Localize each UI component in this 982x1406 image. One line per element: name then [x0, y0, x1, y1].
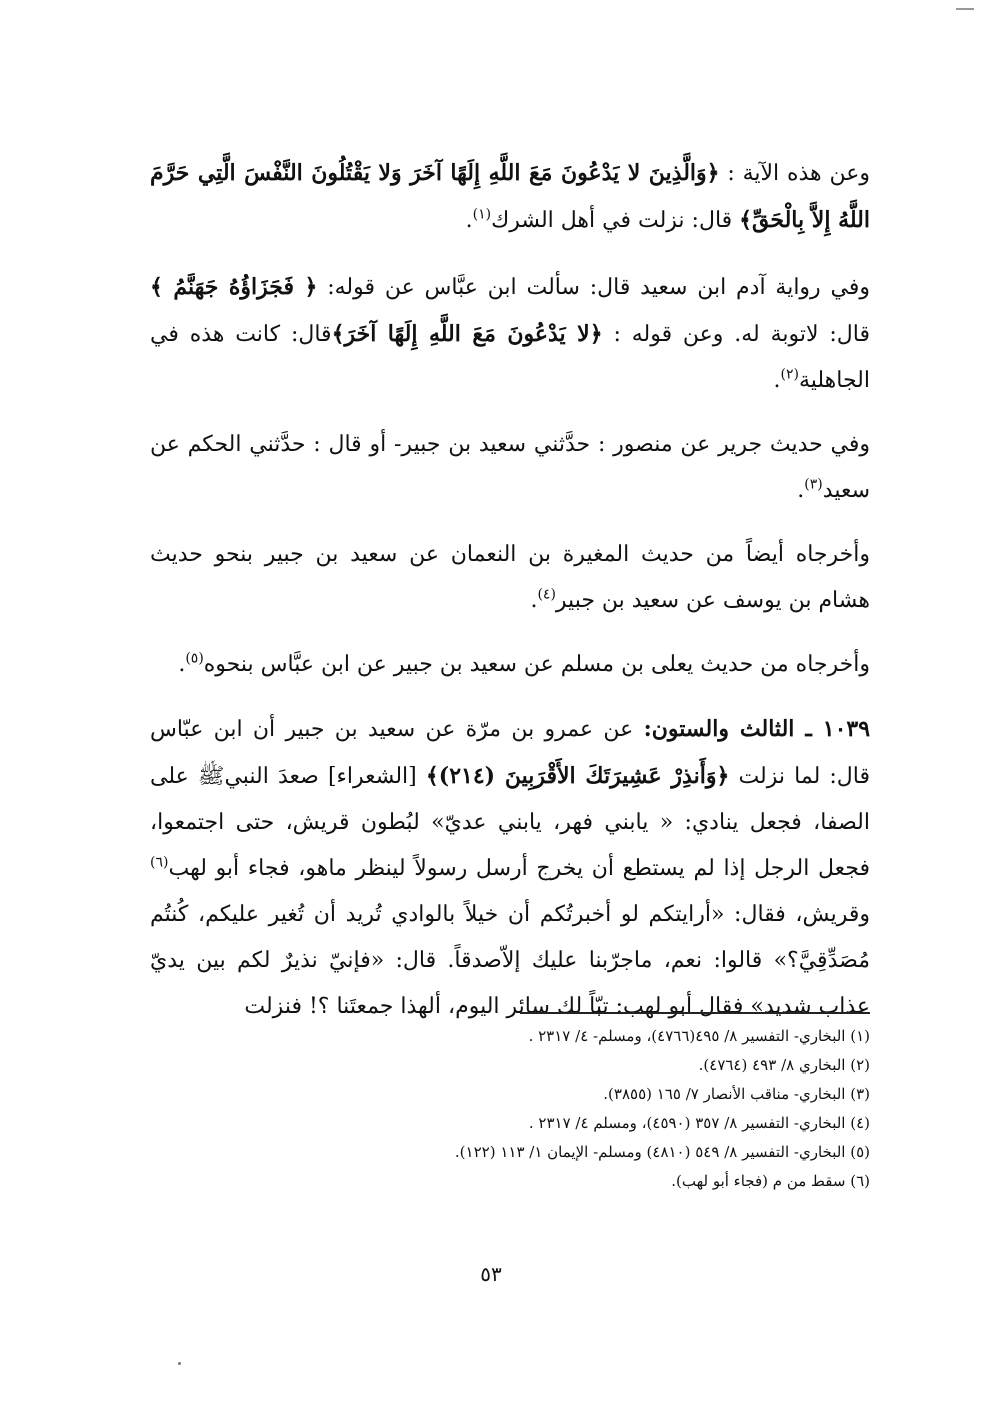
text-run: وأخرجاه أيضاً من حديث المغيرة بن النعمان عن سعيد بن جبير بنحو حديث هشام بن يوسف عن سعيد بن جبير [150, 542, 870, 613]
footnote-2: (٢) البخاري ٨/ ٤٩٣ (٤٧٦٤). [698, 1056, 870, 1074]
paragraph-5 [150, 642, 870, 688]
quran-quote: ﴿لا يَدْعُونَ مَعَ اللَّهِ إِلَهًا آخَرَ﴾ [331, 321, 603, 347]
text-run: قال: كانت هذه في الجاهلية [150, 322, 870, 393]
text-run: . [465, 208, 473, 233]
text-run: وفي رواية آدم ابن سعيد قال: سألت ابن عبَّاس عن قوله: [317, 275, 870, 300]
text-run: عن عمرو بن مرّة عن سعيد بن جبير أن ابن عبّاس قال: لما نزلت [150, 717, 870, 789]
text-run: قال: نزلت في أهل الشرك [491, 208, 740, 233]
footnotes [300, 1022, 870, 1196]
footnote-ref: (٣) [804, 476, 823, 493]
paragraph-1 [150, 150, 870, 244]
footnote-6: (٦) سقط من م (فجاء أبو لهب). [671, 1172, 870, 1190]
text-run: وفي حديث جرير عن منصور : حدَّثني سعيد بن جبير- أو قال : حدَّثني الحكم عن سعيد [150, 432, 870, 503]
footnote-ref: (١) [472, 206, 492, 223]
text-run: . [178, 652, 186, 677]
text-run: . [773, 368, 781, 393]
footnote-divider [520, 1012, 870, 1014]
footnote-5: (٥) البخاري- التفسير ٨/ ٥٤٩ (٤٨١٠) ومسلم- الإيمان ١/ ١١٣ (١٢٢). [454, 1143, 870, 1161]
footnote-ref: (٥) [185, 650, 204, 667]
text-run: . [797, 478, 805, 503]
footnote-4: (٤) البخاري- التفسير ٨/ ٣٥٧ (٤٥٩٠)، ومسلم ٤/ ٢٣١٧ . [528, 1114, 870, 1132]
footnote-3: (٣) البخاري- مناقب الأنصار ٧/ ١٦٥ (٣٨٥٥). [603, 1085, 870, 1103]
text-run: . [530, 588, 538, 613]
footnote-1: (١) البخاري- التفسير ٨/ ٤٩٥(٤٧٦٦)، ومسلم- ٤/ ٢٣١٧ . [528, 1027, 870, 1045]
footnote-ref: (٢) [780, 366, 799, 383]
quran-quote: ﴿ فَجَزَاؤُهُ جَهَنَّمُ ﴾ [150, 274, 318, 300]
text-run: [الشعراء] صعدَ النبيﷺ على الصفا، فجعل ينادي: « يابني فهر، يابني عديّ» لبُطون قريش، حتى اجتمعوا، فجعل الرجل إذا لم يستطع أن يخرج أرسل رسولاً لينظر ماهو، فجاء أبو لهب [150, 764, 870, 881]
scan-speck [178, 1362, 181, 1365]
text-run: قال: لاتوبة له. وعن قوله : [602, 322, 870, 347]
text-run: وعن هذه الآية : [719, 161, 870, 186]
text-run: وأخرجاه من حديث يعلى بن مسلم عن سعيد بن جبير عن ابن عبَّاس بنحوه [203, 652, 870, 677]
page-number: ٥٣ [480, 1262, 502, 1286]
paragraph-3 [150, 422, 870, 514]
text-run: وقريش، فقال: «أرايتكم لو أخبرتُكم أن خيلاً بالوادي تُريد أن تُغير عليكم، كُنتُم مُصَدِّقِيَّ؟» قالوا: نعم، ماجرّبنا عليك إلاّصدقاً. قال: «فإنيّ نذيرٌ لكم بين يديّ عذاب شديد» فقال أبو لهب: تبّاً لك سائر اليوم، ألهذا جمعتَنا ؟! فنزلت [150, 902, 870, 1019]
paragraph-4 [150, 532, 870, 624]
hadith-header: ١٠٣٩ ـ الثالث والستون: [643, 716, 871, 742]
paragraph-6 [150, 706, 870, 1030]
footnote-ref: (٤) [537, 586, 556, 603]
paragraph-2 [150, 264, 870, 404]
corner-mark [956, 8, 974, 10]
quran-quote: ﴿وَأَنذِرْ عَشِيرَتَكَ الأَقْرَبِينَ (٢١٤)﴾ [425, 763, 730, 789]
quran-quote: ﴿وَالَّذِينَ لا يَدْعُونَ مَعَ اللَّهِ إِلَهًا آخَرَ وَلا يَقْتُلُونَ النَّفْسَ الَّتِي حَرَّمَ اللَّهُ إِلاَّ بِالْحَقِّ﴾ [150, 160, 870, 233]
main-text [150, 150, 870, 1048]
footnote-ref: (٦) [150, 854, 169, 871]
